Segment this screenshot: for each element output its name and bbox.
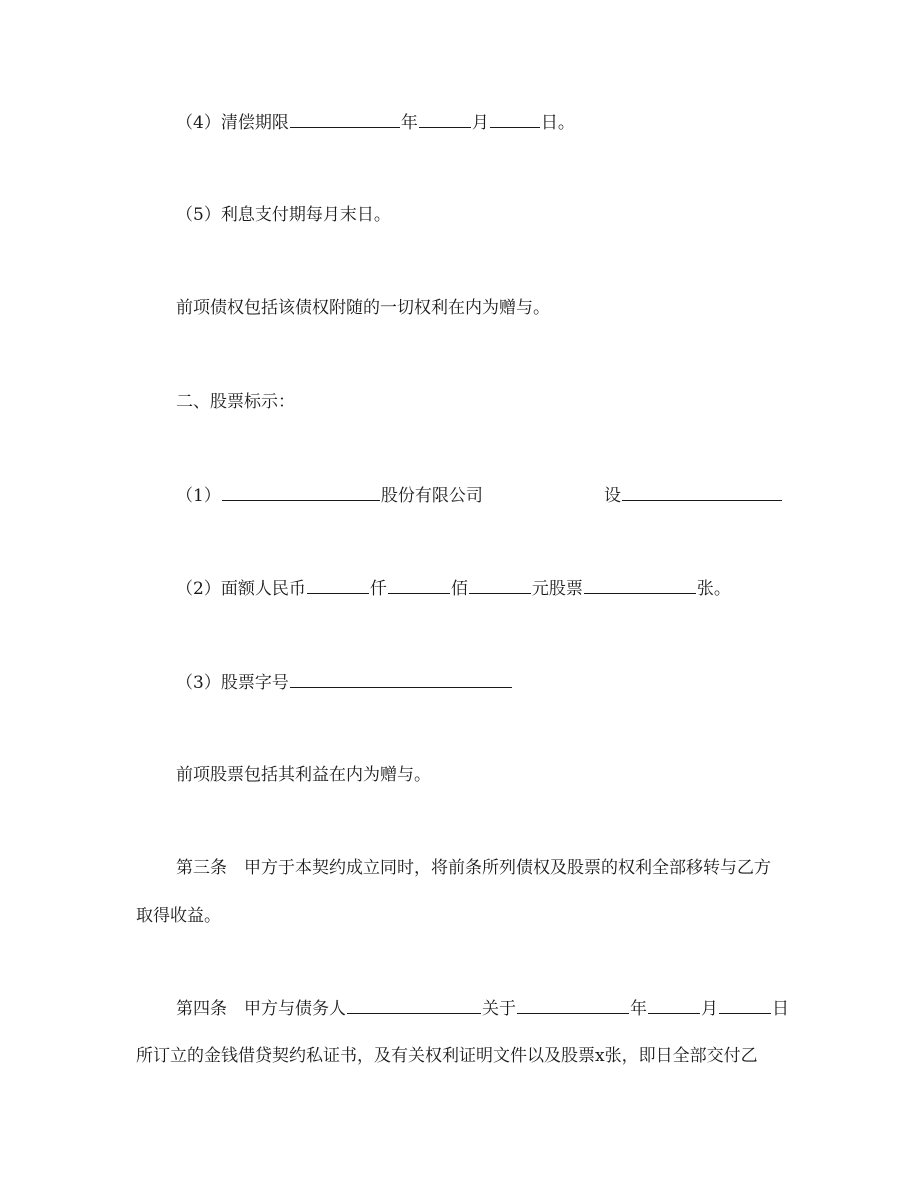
day-label: 日。: [540, 113, 575, 133]
stock1-located: [604, 484, 783, 506]
hundred-label: 佰: [450, 579, 468, 599]
blank-field: [290, 671, 512, 688]
stock1-line: [176, 484, 483, 506]
blank-field: [307, 577, 369, 594]
stock1-prefix: （1）: [176, 486, 221, 506]
blank-field: [584, 577, 696, 594]
month-label: 月: [471, 113, 489, 133]
article4-line2: 所订立的金钱借贷契约私证书，及有关权利证明文件以及股票x张，即日全部交付乙: [136, 1046, 758, 1066]
blank-field: [648, 997, 700, 1014]
item4-label: （4）清偿期限: [176, 113, 289, 133]
section-2-title: 二、股票标示：: [176, 392, 295, 412]
blank-field: [419, 111, 471, 128]
article3-line1: 第三条 甲方于本契约成立同时，将前条所列债权及股票的权利全部移转与乙方: [176, 858, 771, 878]
located-label: 设: [604, 486, 621, 506]
thousand-label: 仟: [369, 579, 387, 599]
sheets-label: 张。: [696, 579, 731, 599]
item4-line: [176, 111, 575, 133]
blank-field: [622, 484, 782, 501]
blank-field: [347, 997, 481, 1014]
year-label: 年: [400, 113, 418, 133]
stock-note: 前项股票包括其利益在内为赠与。: [176, 765, 431, 785]
blank-field: [222, 484, 380, 501]
stock3-line: [176, 671, 513, 693]
month-label: 月: [701, 999, 718, 1019]
stock2-line: [176, 577, 731, 599]
item5-line: （5）利息支付期每月末日。: [176, 205, 391, 225]
blank-field: [517, 997, 629, 1014]
blank-field: [719, 997, 771, 1014]
blank-field: [388, 577, 450, 594]
blank-field: [290, 111, 400, 128]
article4-lead: 第四条 甲方与债务人: [176, 999, 346, 1019]
stock3-label: （3）股票字号: [176, 673, 289, 693]
stock1-company: 股份有限公司: [380, 486, 483, 506]
stock2-label: （2）面额人民币: [176, 579, 306, 599]
article4-line1: [176, 997, 789, 1019]
yuan-label: 元股票: [531, 579, 583, 599]
day-label: 日: [772, 999, 789, 1019]
article3-line2: 取得收益。: [136, 906, 221, 926]
debt-note: 前项债权包括该债权附随的一切权利在内为赠与。: [176, 298, 550, 318]
about-label: 关于: [482, 999, 516, 1019]
blank-field: [469, 577, 531, 594]
year-label: 年: [630, 999, 647, 1019]
blank-field: [490, 111, 540, 128]
